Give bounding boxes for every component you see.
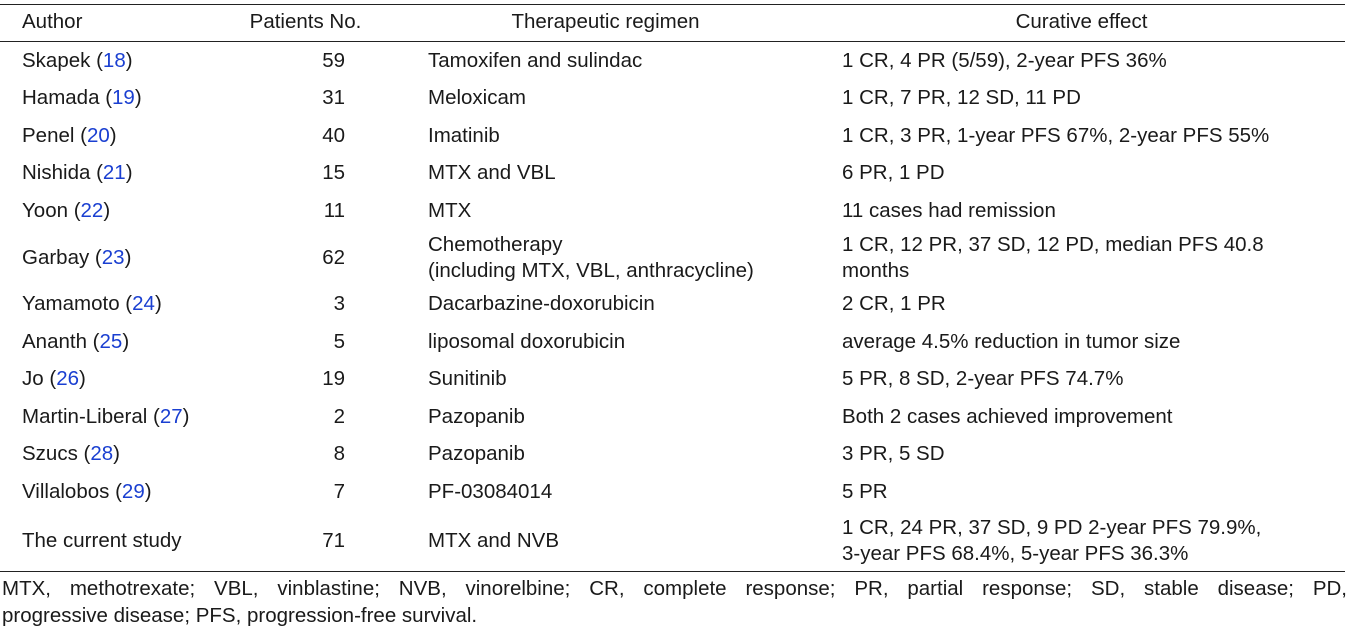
reference-link[interactable]: 28 (90, 442, 114, 466)
cell-regimen (393, 192, 818, 230)
cell-patients: 11 (323, 198, 345, 222)
cell-effect (818, 323, 1345, 361)
table-row (0, 323, 1345, 361)
author-name: Yamamoto (22, 292, 120, 316)
cell-patients: 3 (333, 292, 345, 316)
regimen-line: Pazopanib (428, 404, 525, 428)
cell-author: Yoon (22) (22, 198, 111, 222)
regimen-line: Tamoxifen and sulindac (428, 48, 643, 72)
effect-line: 2 CR, 1 PR (842, 292, 946, 316)
reference-link[interactable]: 29 (121, 479, 145, 503)
cell-patients: 2 (333, 404, 345, 428)
cell-patients: 59 (322, 48, 345, 72)
cell-regimen (393, 230, 818, 286)
cell-effect (818, 286, 1345, 324)
regimen-line: PF-03084014 (428, 479, 553, 503)
cell-author: Villalobos (29) (22, 479, 152, 503)
cell-regimen (393, 80, 818, 118)
cell-regimen (393, 286, 818, 324)
reference-link[interactable]: 25 (99, 329, 123, 353)
cell-author: Penel (20) (22, 123, 117, 147)
cell-regimen (393, 511, 818, 572)
cell-author: Skapek (18) (22, 48, 133, 72)
reference-link[interactable]: 27 (159, 404, 183, 428)
cell-regimen (393, 323, 818, 361)
cell-patients: 40 (322, 123, 345, 147)
cell-effect (818, 80, 1345, 118)
reference-link[interactable]: 26 (56, 367, 79, 391)
table-row (0, 117, 1345, 155)
cell-author: Martin-Liberal (27) (22, 404, 190, 428)
table-row (0, 286, 1345, 324)
cell-effect (818, 473, 1345, 511)
cell-patients: 19 (322, 367, 345, 391)
footnote-line-1: MTX, methotrexate; VBL, vinblastine; NVB, vinorelbine; CR, complete response; PR, partial response; SD, stable disease; PD, (2, 576, 1347, 600)
cell-effect (818, 117, 1345, 155)
cell-patients: 5 (333, 329, 345, 353)
table-row (0, 511, 1345, 572)
regimen-line: Meloxicam (428, 86, 526, 110)
cell-regimen (393, 436, 818, 474)
reference-link[interactable]: 24 (132, 292, 155, 316)
effect-line: 1 CR, 12 PR, 37 SD, 12 PD, median PFS 40.8 (842, 232, 1264, 256)
effect-line: 5 PR (842, 479, 888, 503)
effect-line: 1 CR, 24 PR, 37 SD, 9 PD 2-year PFS 79.9%, (842, 515, 1262, 539)
reference-link[interactable]: 18 (102, 48, 126, 72)
effect-line: 6 PR, 1 PD (842, 161, 945, 185)
cell-regimen (393, 398, 818, 436)
effect-line: months (842, 258, 910, 282)
table-header-row (0, 5, 1345, 42)
cell-effect (818, 42, 1345, 80)
reference-link[interactable]: 22 (80, 198, 104, 222)
cell-regimen (393, 361, 818, 399)
header-patients: Patients No. (218, 5, 393, 42)
cell-patients: 62 (322, 245, 345, 269)
reference-link[interactable]: 23 (101, 245, 125, 269)
regimen-line: MTX (428, 198, 472, 222)
results-table (0, 4, 1345, 572)
regimen-line: MTX and NVB (428, 528, 560, 552)
regimen-line: MTX and VBL (428, 161, 556, 185)
footnote-line-2: progressive disease; PFS, progression-free survival. (2, 603, 478, 627)
author-name: Yoon (22, 198, 68, 222)
effect-line: 5 PR, 8 SD, 2-year PFS 74.7% (842, 367, 1124, 391)
cell-author: Nishida (21) (22, 161, 133, 185)
author-name: Szucs (22, 442, 78, 466)
effect-line: 1 CR, 4 PR (5/59), 2-year PFS 36% (842, 48, 1167, 72)
table-body (0, 42, 1345, 572)
effect-line: Both 2 cases achieved improvement (842, 404, 1173, 428)
table-row (0, 398, 1345, 436)
table-row (0, 436, 1345, 474)
cell-patients: 8 (333, 442, 345, 466)
cell-patients: 15 (322, 161, 345, 185)
regimen-line: Sunitinib (428, 367, 507, 391)
cell-author: Yamamoto (24) (22, 292, 162, 316)
author-name: Garbay (22, 245, 90, 269)
author-name: Martin-Liberal (22, 404, 148, 428)
table-row (0, 155, 1345, 193)
table-row (0, 80, 1345, 118)
effect-line: 11 cases had remission (842, 198, 1056, 222)
table-row (0, 473, 1345, 511)
effect-line: 1 CR, 7 PR, 12 SD, 11 PD (842, 86, 1081, 110)
reference-link[interactable]: 21 (102, 161, 126, 185)
cell-regimen (393, 117, 818, 155)
author-name: Villalobos (22, 479, 110, 503)
header-author: Author (0, 5, 218, 42)
author-name: Hamada (22, 86, 100, 110)
cell-effect (818, 361, 1345, 399)
author-name: Ananth (22, 329, 87, 353)
author-name: Jo (22, 367, 44, 391)
effect-line: 1 CR, 3 PR, 1-year PFS 67%, 2-year PFS 55% (842, 123, 1270, 147)
author-name: The current study (22, 528, 182, 552)
cell-effect (818, 230, 1345, 286)
effect-line: 3 PR, 5 SD (842, 442, 945, 466)
reference-link[interactable]: 20 (86, 123, 110, 147)
effect-line: average 4.5% reduction in tumor size (842, 329, 1181, 353)
table-row (0, 42, 1345, 80)
cell-regimen (393, 155, 818, 193)
cell-regimen (393, 473, 818, 511)
table-row (0, 361, 1345, 399)
cell-effect (818, 192, 1345, 230)
header-regimen: Therapeutic regimen (393, 5, 818, 42)
regimen-line: Dacarbazine-doxorubicin (428, 292, 655, 316)
cell-author: Jo (26) (22, 367, 86, 391)
author-name: Skapek (22, 48, 91, 72)
reference-link[interactable]: 19 (112, 86, 135, 110)
regimen-line: (including MTX, VBL, anthracycline) (428, 258, 754, 282)
cell-author (0, 511, 218, 572)
regimen-line: Chemotherapy (428, 232, 563, 256)
cell-author: Garbay (23) (22, 245, 132, 269)
cell-author: Szucs (28) (22, 442, 120, 466)
author-name: Nishida (22, 161, 91, 185)
table-footnote (0, 572, 1349, 629)
cell-author: Hamada (19) (22, 86, 142, 110)
cell-regimen (393, 42, 818, 80)
cell-patients: 7 (333, 479, 345, 503)
table-row (0, 192, 1345, 230)
cell-effect (818, 436, 1345, 474)
regimen-line: Pazopanib (428, 442, 525, 466)
cell-patients: 71 (218, 511, 393, 572)
regimen-line: liposomal doxorubicin (428, 329, 626, 353)
header-effect: Curative effect (818, 5, 1345, 42)
author-name: Penel (22, 123, 75, 147)
effect-line: 3-year PFS 68.4%, 5-year PFS 36.3% (842, 541, 1189, 565)
cell-patients: 31 (322, 86, 345, 110)
cell-author: Ananth (25) (22, 329, 130, 353)
cell-effect (818, 398, 1345, 436)
regimen-line: Imatinib (428, 123, 500, 147)
cell-effect (818, 511, 1345, 572)
cell-effect (818, 155, 1345, 193)
table-row (0, 230, 1345, 286)
